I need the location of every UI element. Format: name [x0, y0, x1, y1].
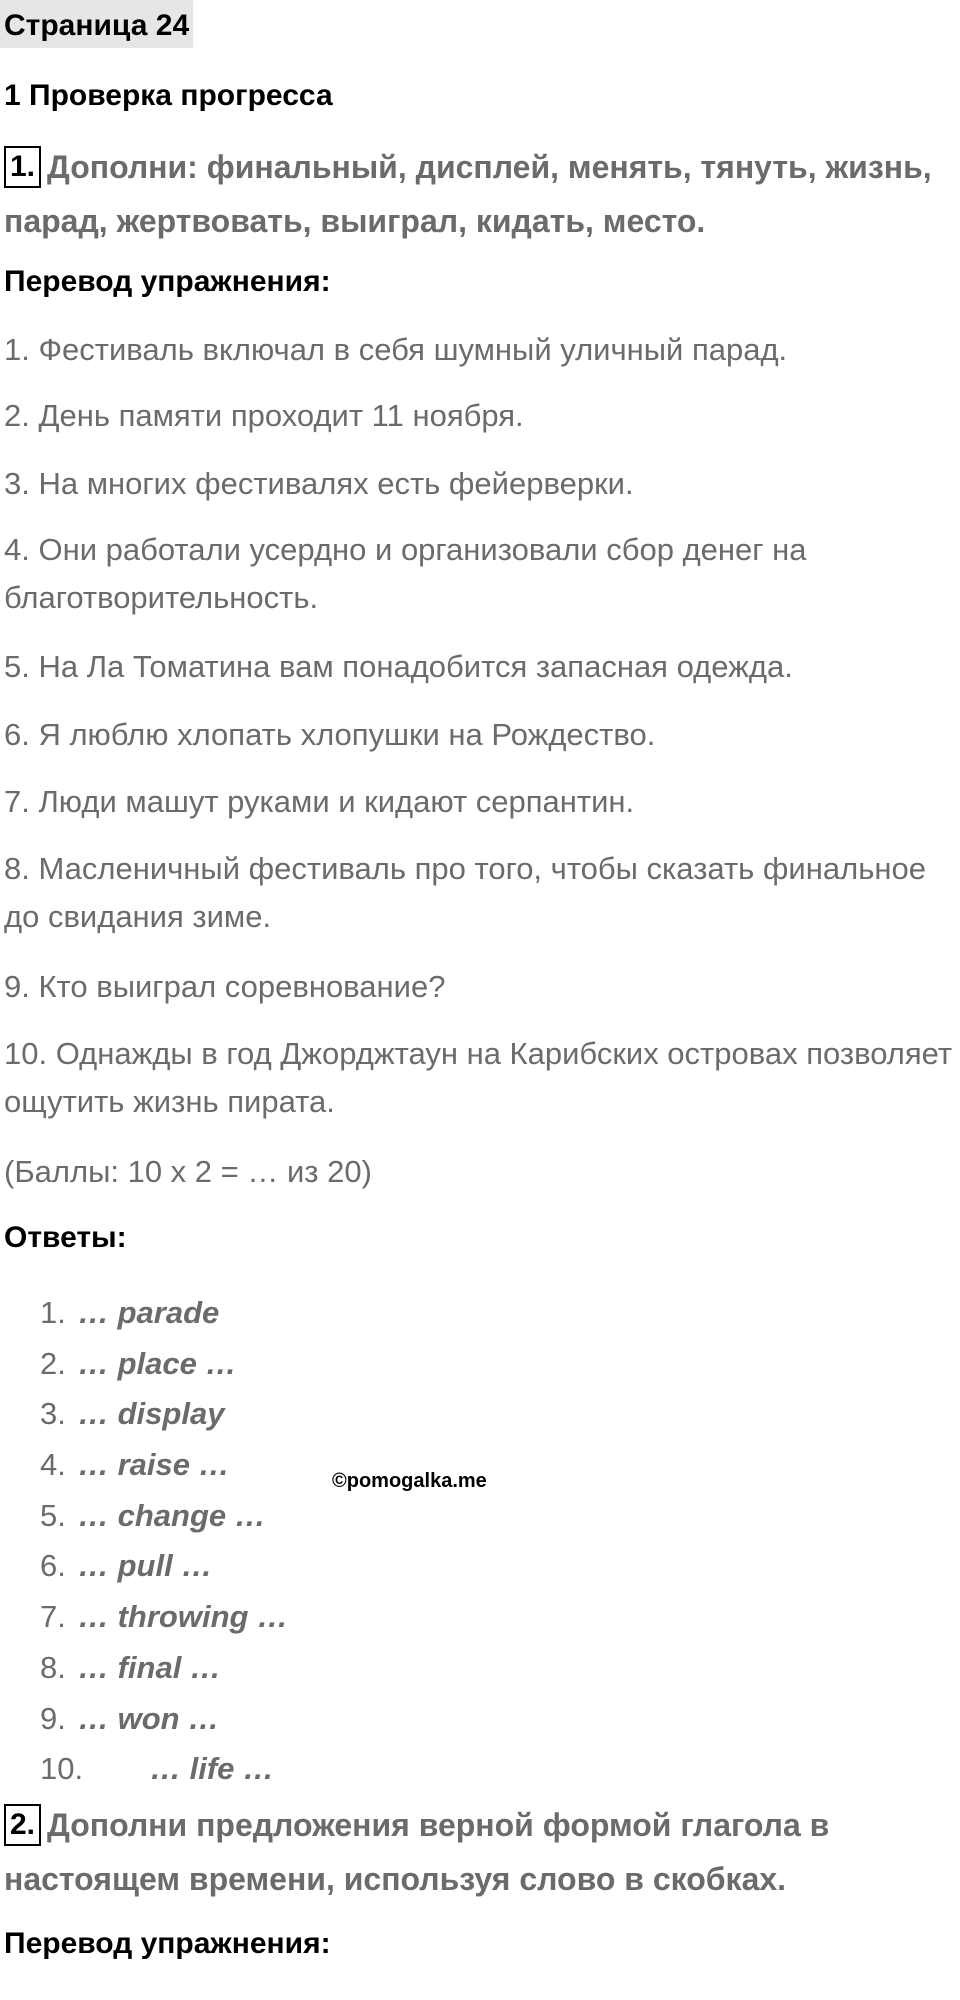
page-number-label: Страница 24 — [0, 0, 193, 48]
list-item — [0, 1694, 500, 1745]
sentence-6: 6. Я люблю хлопать хлопушки на Рождество. — [4, 717, 656, 752]
sentence-9: 9. Кто выиграл соревнование? — [4, 969, 446, 1004]
task-2-text: Дополни предложения верной формой глагола в настоящем времени, используя слово в скобках. — [4, 1807, 830, 1897]
list-item — [0, 1288, 500, 1339]
list-item — [0, 1491, 500, 1542]
answers-heading: Ответы: — [4, 1221, 127, 1254]
list-item — [0, 1541, 500, 1592]
watermark: ©pomogalka.me — [332, 1470, 487, 1492]
sentence-5: 5. На Ла Томатина вам понадобится запасная одежда. — [4, 649, 793, 684]
answer-text: … throwing … — [78, 1599, 289, 1635]
answer-text: … won … — [78, 1700, 220, 1736]
answer-text: … place … — [78, 1345, 237, 1381]
sentence-1: 1. Фестиваль включал в себя шумный уличный парад. — [4, 332, 788, 367]
score-line: (Баллы: 10 х 2 = … из 20) — [4, 1154, 372, 1189]
list-item — [0, 1389, 500, 1440]
sentence-8: 8. Масленичный фестиваль про того, чтобы сказать финальное до свидания зиме. — [4, 851, 926, 934]
list-item — [0, 1339, 500, 1390]
answer-number: 7. — [40, 1599, 66, 1635]
task-2-number: 2. — [4, 1804, 41, 1846]
list-item — [0, 1592, 500, 1643]
answer-number: 6. — [40, 1548, 66, 1584]
task-2 — [4, 1798, 954, 1906]
answer-text: … raise … — [78, 1447, 230, 1483]
sentence-10: 10. Однажды в год Джорджтаун на Карибских островах позволяет ощутить жизнь пирата. — [4, 1036, 953, 1119]
sentence-7: 7. Люди машут руками и кидают серпантин. — [4, 784, 635, 819]
answer-number: 5. — [40, 1497, 66, 1533]
answer-text: … parade — [78, 1295, 220, 1330]
answer-number: 4. — [40, 1447, 66, 1483]
list-item — [0, 1643, 500, 1694]
answer-text: … pull … — [78, 1548, 213, 1584]
task-1-text: Дополни: финальный, дисплей, менять, тянуть, жизнь, парад, жертвовать, выиграл, кидать, место. — [4, 149, 932, 239]
sentence-4: 4. Они работали усердно и организовали сбор денег на благотворительность. — [4, 532, 807, 615]
task-1-number: 1. — [4, 146, 41, 188]
translation-heading: Перевод упражнения: — [4, 265, 331, 298]
answer-number: 2. — [40, 1345, 66, 1381]
list-item — [0, 1744, 500, 1795]
answer-text: … change … — [78, 1497, 266, 1533]
section-title: 1 Проверка прогресса — [4, 79, 333, 112]
answer-text: … display — [78, 1396, 225, 1432]
answer-number: 3. — [40, 1396, 66, 1432]
answers-list — [0, 1288, 500, 1795]
answer-number: 9. — [40, 1700, 66, 1736]
translation-heading-2: Перевод упражнения: — [4, 1927, 331, 1960]
answer-number: 10. — [40, 1751, 84, 1787]
answer-number: 8. — [40, 1649, 66, 1685]
sentence-3: 3. На многих фестивалях есть фейерверки. — [4, 466, 634, 501]
answer-text: … final … — [78, 1649, 221, 1685]
task-1 — [4, 140, 954, 248]
answer-number: 1. — [40, 1295, 66, 1330]
sentence-2: 2. День памяти проходит 11 ноября. — [4, 398, 524, 433]
answer-text: … life … — [150, 1751, 275, 1787]
